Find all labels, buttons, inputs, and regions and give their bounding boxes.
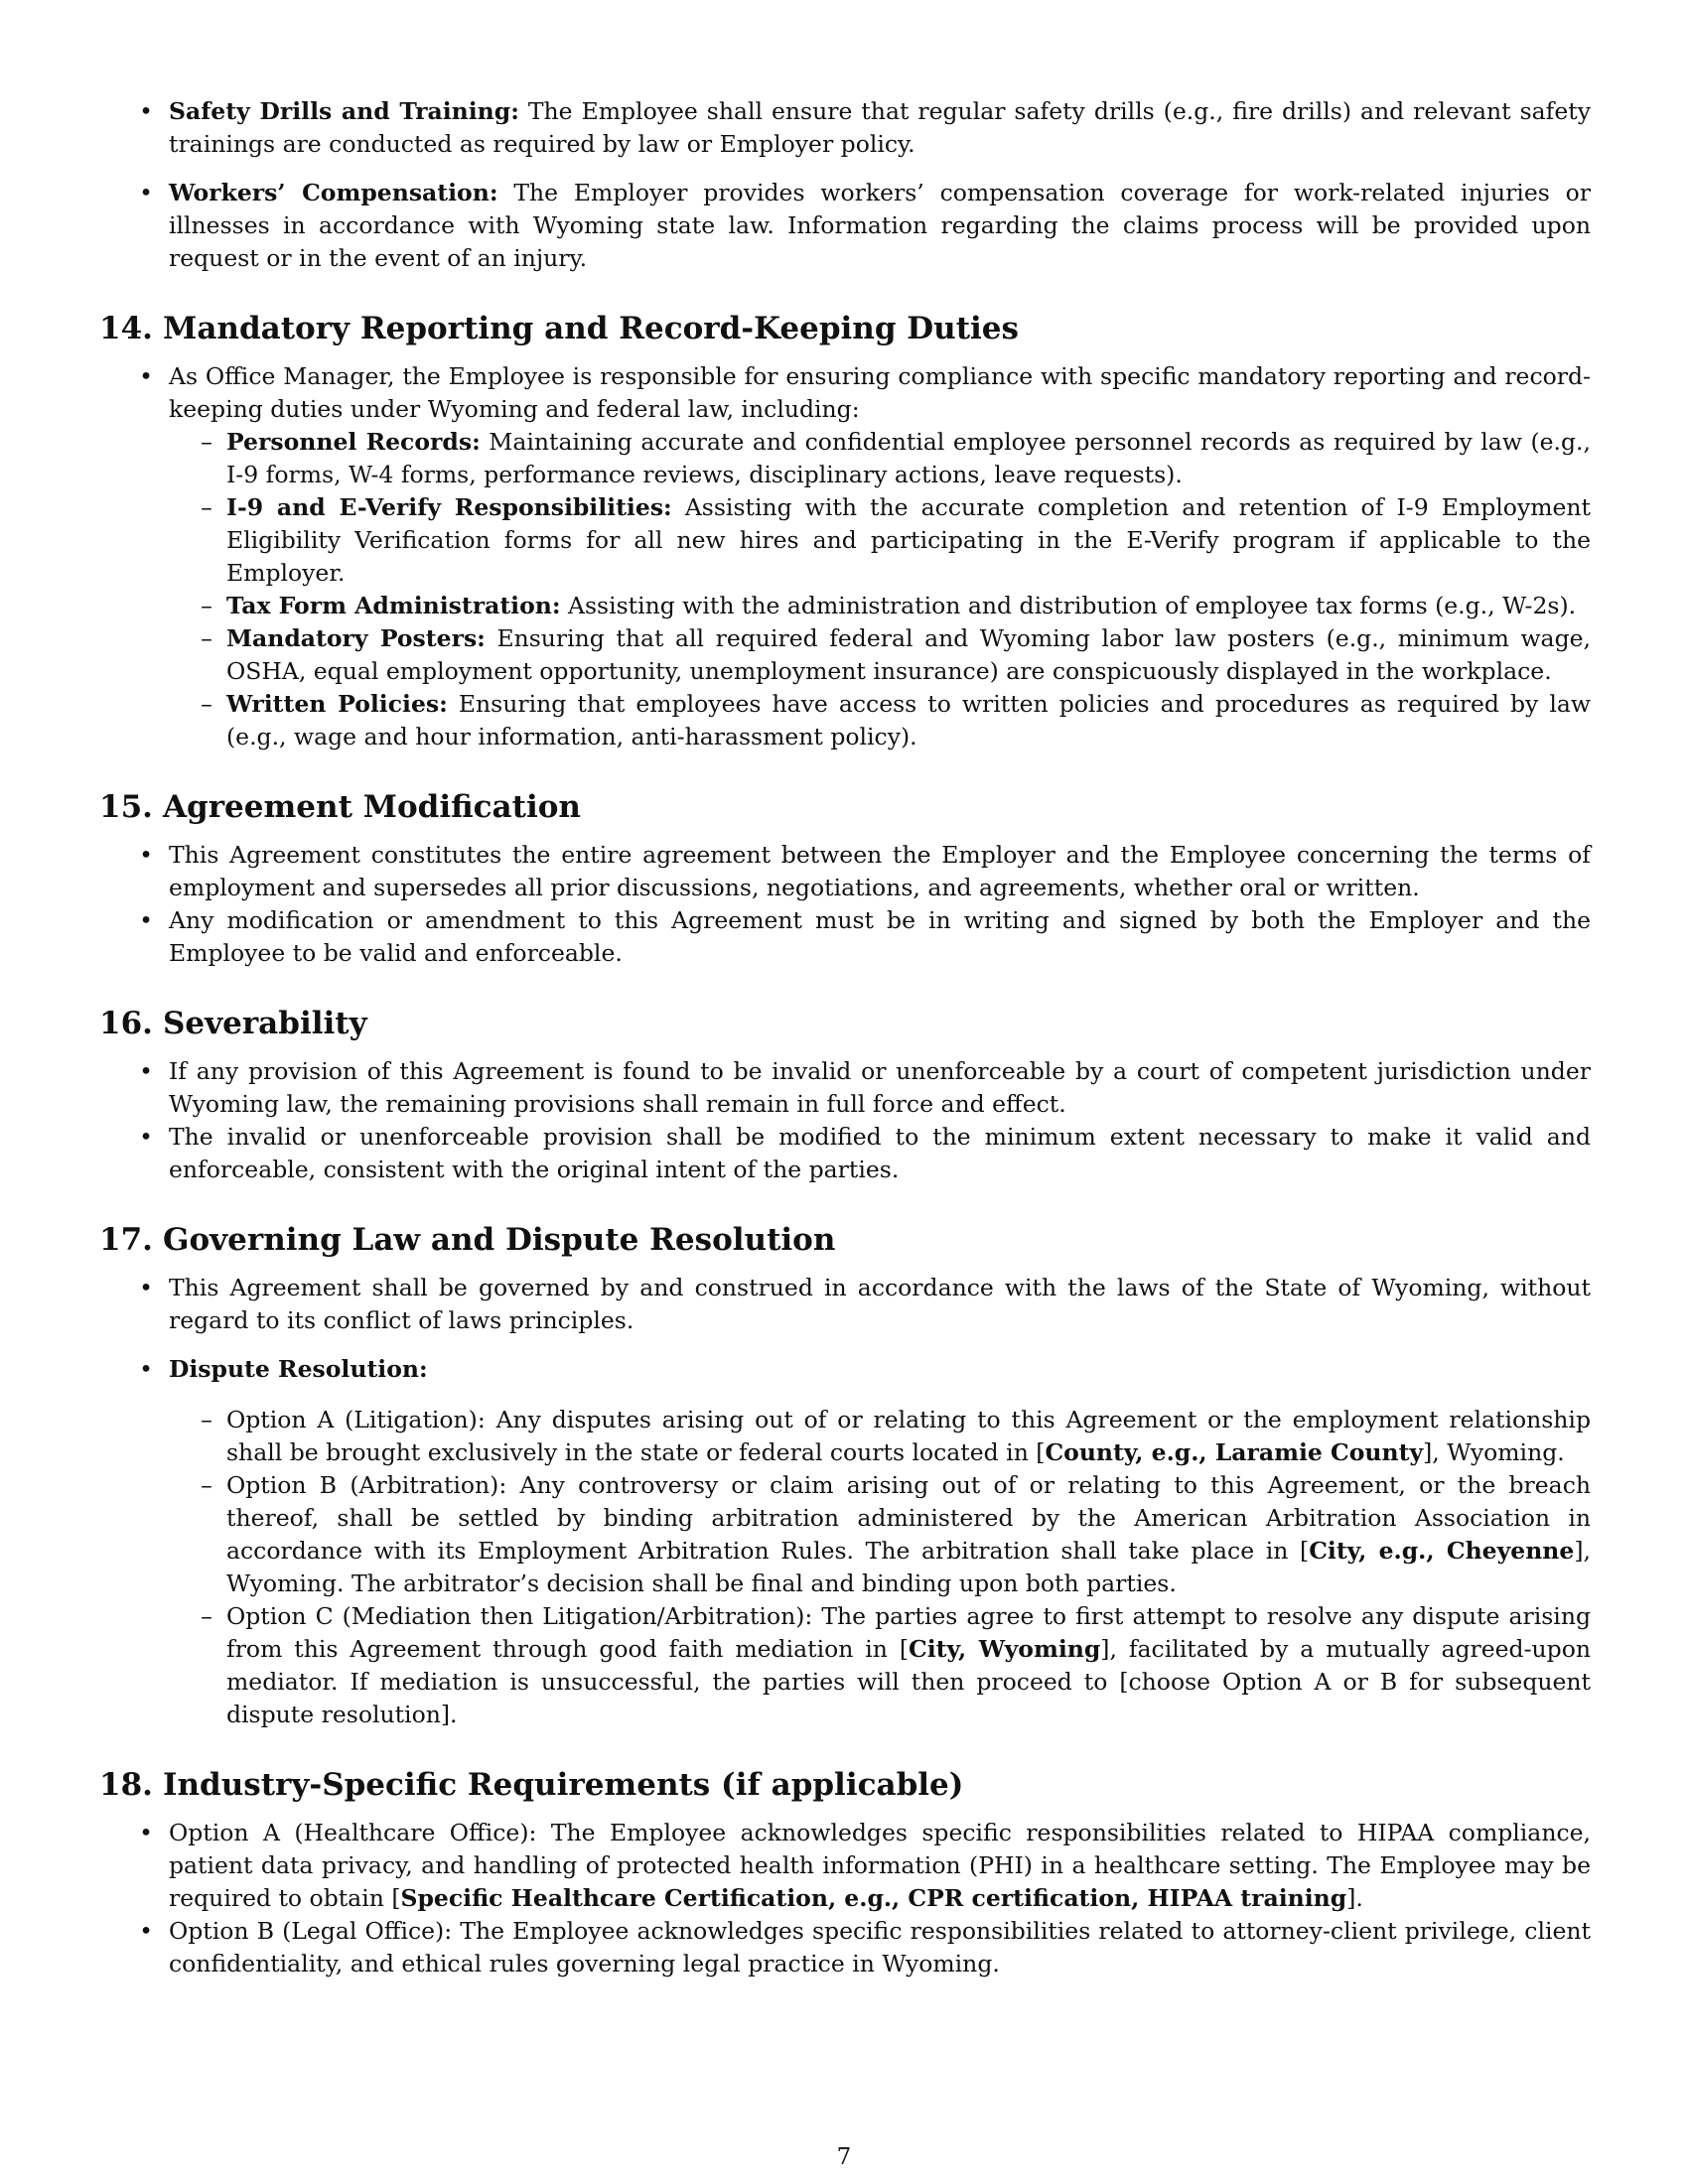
placeholder-field: Specific Healthcare Certification, e.g., CPR certification, HIPAA training — [400, 1884, 1347, 1912]
sub-list-item: – I-9 and E-Verify Responsibilities: Assisting with the accurate completion and retention of I-9 Employment Eligibility Verification forms for all new hires and participating in the E-Verify program if applicable to the Employer. — [201, 493, 1591, 587]
list-item: • Safety Drills and Training: The Employee shall ensure that regular safety drills (e.g., fire drills) and relevant safety trainings are conducted as required by law or Employer policy. — [139, 97, 1591, 158]
list-item: • Any modification or amendment to this Agreement must be in writing and signed by both the Employer and the Employee to be valid and enforceable. — [139, 906, 1591, 967]
section-title: Mandatory Reporting and Record-Keeping Duties — [163, 311, 1019, 346]
item-label: I-9 and E-Verify Responsibilities: — [226, 493, 672, 521]
sub-list-item: – Option B (Arbitration): Any controversy or claim arising out of or relating to this Agreement, or the breach thereof, shall be settled by binding arbitration administered by the American Arbitration Association in accordance with its Employment Arbitration Rules. The arbitration shall take place in [City, e.g., Cheyenne], Wyoming. The arbitrator’s decision shall be final and binding upon both parties. — [201, 1471, 1591, 1597]
item-text: Option A (Litigation): Any disputes arising out of or relating to this Agreement or the employment relationship shall be brought exclusively in the state or federal courts located in [ — [226, 1406, 1591, 1466]
section-title: Severability — [163, 1006, 367, 1041]
item-text: As Office Manager, the Employee is responsible for ensuring compliance with specific mandatory reporting and record-keeping duties under Wyoming and federal law, including: — [169, 362, 1591, 423]
sub-list-item: – Mandatory Posters: Ensuring that all required federal and Wyoming labor law posters (e.g., minimum wage, OSHA, equal employment opportunity, unemployment insurance) are conspicuously displayed in the workplace. — [201, 624, 1591, 685]
list-item: • Dispute Resolution: — [139, 1355, 428, 1383]
section-number: 17. — [99, 1222, 153, 1258]
item-label: Written Policies: — [226, 690, 448, 718]
item-label: Safety Drills and Training: — [169, 97, 519, 125]
item-text: The Employee shall ensure that regular safety drills (e.g., fire drills) and relevant safety trainings are conducted as required by law or Employer policy. — [169, 97, 1591, 158]
item-text: Option B (Legal Office): The Employee acknowledges specific responsibilities related to attorney-client privilege, client confidentiality, and ethical rules governing legal practice in Wyoming. — [169, 1917, 1591, 1978]
list-item: • This Agreement shall be governed by and construed in accordance with the laws of the State of Wyoming, without regard to its conflict of laws principles. — [139, 1274, 1591, 1334]
item-text: Assisting with the accurate completion and retention of I-9 Employment Eligibility Verification forms for all new hires and participating in the E-Verify program if applicable to the Employer. — [226, 493, 1591, 587]
item-text: ], facilitated by a mutually agreed-upon mediator. If mediation is unsuccessful, the parties will then proceed to [choose Option A or B for subsequent dispute resolution]. — [226, 1635, 1592, 1728]
section-number: 16. — [99, 1006, 153, 1041]
item-text: Ensuring that employees have access to written policies and procedures as required by law (e.g., wage and hour information, anti-harassment policy). — [226, 690, 1591, 751]
section-heading-15 — [99, 787, 1591, 827]
section-title: Agreement Modification — [163, 789, 581, 825]
sub-list-item: – Option C (Mediation then Litigation/Arbitration): The parties agree to first attempt to resolve any dispute arising from this Agreement through good faith mediation in [City, Wyoming], facilitated by a mutually agreed-upon mediator. If mediation is unsuccessful, the parties will then proceed to [choose Option A or B for subsequent dispute resolution]. — [201, 1602, 1592, 1728]
placeholder-field: City, e.g., Cheyenne — [1309, 1537, 1575, 1565]
page-number: 7 — [836, 2144, 852, 2170]
list-item: • As Office Manager, the Employee is responsible for ensuring compliance with specific mandatory reporting and record-keeping duties under Wyoming and federal law, including: — [139, 362, 1591, 423]
list-item: • This Agreement constitutes the entire agreement between the Employer and the Employee concerning the terms of employment and supersedes all prior discussions, negotiations, and agreements, whether oral or written. — [139, 841, 1591, 901]
item-label: Workers’ Compensation: — [169, 179, 498, 206]
section-title: Industry-Specific Requirements (if applicable) — [163, 1767, 964, 1803]
placeholder-field: County, e.g., Laramie County — [1045, 1438, 1424, 1466]
list-item: • Option A (Healthcare Office): The Employee acknowledges specific responsibilities related to HIPAA compliance, patient data privacy, and handling of protected health information (PHI) in a healthcare setting. The Employee may be required to obtain [Specific Healthcare Certification, e.g., CPR certification, HIPAA training]. — [139, 1819, 1591, 1912]
item-text: Option A (Healthcare Office): The Employee acknowledges specific responsibilities related to HIPAA compliance, patient data privacy, and handling of protected health information (PHI) in a healthcare setting. The Employee may be required to obtain [ — [169, 1819, 1591, 1912]
placeholder-field: City, Wyoming — [909, 1635, 1101, 1663]
list-item: • Option B (Legal Office): The Employee acknowledges specific responsibilities related to attorney-client privilege, client confidentiality, and ethical rules governing legal practice in Wyoming. — [139, 1917, 1591, 1978]
section-number: 18. — [99, 1767, 153, 1803]
item-text: This Agreement shall be governed by and construed in accordance with the laws of the State of Wyoming, without regard to its conflict of laws principles. — [169, 1274, 1591, 1334]
item-label: Mandatory Posters: — [226, 624, 486, 652]
section-heading-18 — [99, 1765, 1591, 1805]
section-heading-16 — [99, 1004, 1591, 1043]
sub-list-item: – Written Policies: Ensuring that employees have access to written policies and procedures as required by law (e.g., wage and hour information, anti-harassment policy). — [201, 690, 1591, 751]
item-label: Dispute Resolution: — [169, 1355, 428, 1383]
item-text: Ensuring that all required federal and Wyoming labor law posters (e.g., minimum wage, OSHA, equal employment opportunity, unemployment insurance) are conspicuously displayed in the workplace. — [226, 624, 1591, 685]
item-text: The invalid or unenforceable provision shall be modified to the minimum extent necessary to make it valid and enforceable, consistent with the original intent of the parties. — [169, 1123, 1591, 1183]
item-label: Tax Form Administration: — [226, 592, 561, 619]
sub-list-item: – Tax Form Administration: Assisting with the administration and distribution of employee tax forms (e.g., W-2s). — [201, 592, 1577, 619]
item-text: ]. — [1346, 1884, 1363, 1912]
section-heading-14 — [99, 309, 1591, 348]
section-number: 15. — [99, 789, 153, 825]
list-item: • If any provision of this Agreement is found to be invalid or unenforceable by a court of competent jurisdiction under Wyoming law, the remaining provisions shall remain in full force and effect. — [139, 1057, 1591, 1118]
item-text: This Agreement constitutes the entire agreement between the Employer and the Employee concerning the terms of employment and supersedes all prior discussions, negotiations, and agreements, whether oral or written. — [169, 841, 1591, 901]
list-item: • The invalid or unenforceable provision shall be modified to the minimum extent necessary to make it valid and enforceable, consistent with the original intent of the parties. — [139, 1123, 1591, 1183]
item-text: ], Wyoming. — [1423, 1438, 1565, 1466]
sub-list-item: – Personnel Records: Maintaining accurate and confidential employee personnel records as required by law (e.g., I-9 forms, W-4 forms, performance reviews, disciplinary actions, leave requests). — [201, 428, 1591, 488]
section-number: 14. — [99, 311, 153, 346]
item-text: Maintaining accurate and confidential employee personnel records as required by law (e.g., I-9 forms, W-4 forms, performance reviews, disciplinary actions, leave requests). — [226, 428, 1591, 488]
item-label: Personnel Records: — [226, 428, 481, 456]
sub-list-item: – Option A (Litigation): Any disputes arising out of or relating to this Agreement or the employment relationship shall be brought exclusively in the state or federal courts located in [County, e.g., Laramie County], Wyoming. — [201, 1406, 1591, 1466]
item-text: If any provision of this Agreement is found to be invalid or unenforceable by a court of competent jurisdiction under Wyoming law, the remaining provisions shall remain in full force and effect. — [169, 1057, 1591, 1118]
document-page — [99, 95, 1591, 1980]
item-text: Option C (Mediation then Litigation/Arbitration): The parties agree to first attempt to resolve any dispute arising from this Agreement through good faith mediation in [ — [226, 1602, 1591, 1663]
item-text: The Employer provides workers’ compensation coverage for work-related injuries or illnesses in accordance with Wyoming state law. Information regarding the claims process will be provided upon request or in the event of an injury. — [169, 179, 1592, 272]
item-text: Option B (Arbitration): Any controversy or claim arising out of or relating to this Agreement, or the breach thereof, shall be settled by binding arbitration administered by the American Arbitration Association in accordance with its Employment Arbitration Rules. The arbitration shall take place in [ — [226, 1471, 1591, 1565]
item-text: Assisting with the administration and distribution of employee tax forms (e.g., W-2s). — [560, 592, 1577, 619]
item-text: ], Wyoming. The arbitrator’s decision shall be final and binding upon both parties. — [226, 1537, 1591, 1597]
section-heading-17 — [99, 1220, 1591, 1260]
section-title: Governing Law and Dispute Resolution — [163, 1222, 836, 1258]
list-item: • Workers’ Compensation: The Employer provides workers’ compensation coverage for work-related injuries or illnesses in accordance with Wyoming state law. Information regarding the claims process will be provided upon request or in the event of an injury. — [139, 179, 1592, 272]
item-text: Any modification or amendment to this Agreement must be in writing and signed by both the Employer and the Employee to be valid and enforceable. — [169, 906, 1591, 967]
